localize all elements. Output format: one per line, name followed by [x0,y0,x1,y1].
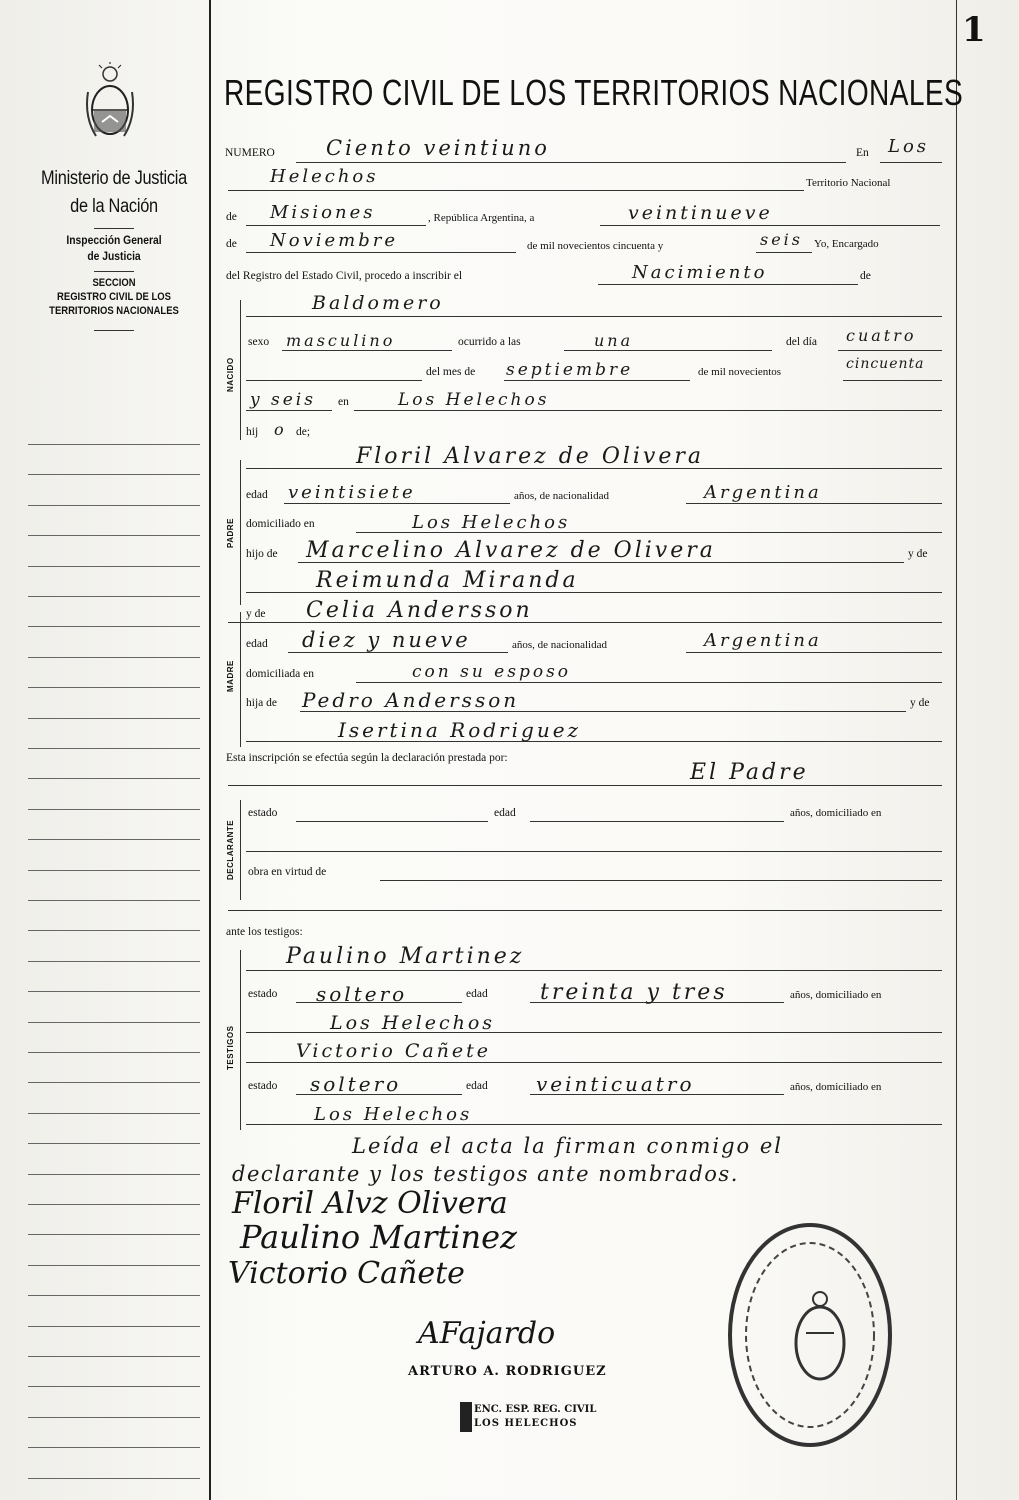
stub-rule-line [28,961,200,962]
stub-rule-line [28,626,200,627]
stub-rule-line [28,474,200,475]
stub-rule-line [28,1082,200,1083]
value-acto: Nacimiento [632,262,768,283]
value-sexo: masculino [286,331,396,350]
label-ocurrido: ocurrido a las [458,336,521,348]
label-anos-nac-padre: años, de nacionalidad [514,490,609,502]
value-declarante: El Padre [690,760,809,785]
value-lugar: Helechos [270,166,379,187]
label-del-mes: del mes de [426,366,476,378]
value-testigo1: Paulino Martinez [286,944,525,969]
label-estado-t1: estado [248,988,278,1000]
stub-rule-line [28,1204,200,1205]
value-mes: Noviembre [270,230,399,251]
label-obra: obra en virtud de [248,866,327,878]
stub-rule-line [28,1447,200,1448]
stub-rule-line [28,505,200,506]
section-line2: REGISTRO CIVIL DE LOS [57,291,171,303]
value-nac-madre: Argentina [704,630,822,651]
form-title: REGISTRO CIVIL DE LOS TERRITORIOS NACIONALES [224,72,964,113]
stub-rule-line [28,657,200,658]
value-dia-nac: cuatro [846,326,917,345]
label-y-de-madre2: y de [910,697,930,709]
stub-rule-line [28,1265,200,1266]
value-territorio: Misiones [270,202,376,223]
stub-rule-line [28,596,200,597]
right-margin-line [956,0,957,1500]
label-de-mil: de mil novecientos [698,366,782,378]
label-anos-dom-t2: años, domiciliado en [790,1081,882,1093]
side-label-testigos: TESTIGOS [226,1025,235,1070]
label-de2: de [226,238,237,250]
label-registro: del Registro del Estado Civil, procedo a inscribir el [226,270,463,282]
signature-testigo1: Paulino Martinez [240,1218,517,1256]
label-de3: de [860,270,871,282]
value-dom-t2: Los Helechos [314,1104,473,1125]
side-label-declarante: DECLARANTE [226,819,235,880]
stub-rule-line [28,1052,200,1053]
stub-rule-line [28,687,200,688]
label-hij: hij [246,426,259,438]
label-testigos: ante los testigos: [226,926,303,938]
coat-of-arms-icon [82,62,138,144]
stub-rule-line [28,566,200,567]
label-de1: de [226,211,237,223]
stub-rule-line [28,1417,200,1418]
value-estado-t2: soltero [310,1072,402,1096]
stub-rule-line [28,778,200,779]
label-yo: Yo, Encargado [814,238,879,250]
value-testigo2: Victorio Cañete [296,1040,492,1062]
value-hora: una [594,331,634,350]
label-domiciliada: domiciliada en [246,668,315,680]
section-line3: TERRITORIOS NACIONALES [49,305,179,317]
stub-rule-line [28,1326,200,1327]
stub-rule-line [28,930,200,931]
value-edad-madre: diez y nueve [302,628,471,652]
label-numero: NUMERO [225,147,275,159]
value-dom-madre: con su esposo [412,662,572,682]
label-republica: , República Argentina, a [428,212,535,224]
stub-rule-line [28,444,200,445]
stub-rule-line [28,1478,200,1479]
closing-line2: declarante y los testigos ante nombrados. [232,1162,739,1186]
closing-line1: Leída el acta la firman conmigo el [352,1134,783,1158]
ministry-line1: Ministerio de Justicia [41,168,187,189]
label-edad-padre: edad [246,489,268,501]
value-estado-t1: soltero [316,982,408,1006]
official-name: ARTURO A. RODRIGUEZ [408,1364,607,1379]
stub-rule-line [28,1234,200,1235]
label-inscripcion: Esta inscripción se efectúa según la declaración prestada por: [226,752,508,764]
stub-rule-line [28,748,200,749]
value-abuela-paterna: Reimunda Miranda [316,568,579,593]
stub-rule-line [28,870,200,871]
label-mil-novecientos: de mil novecientos cincuenta y [527,240,664,252]
value-nombre: Baldomero [312,292,444,314]
value-edad-padre: veintisiete [288,482,416,503]
stub-rule-line [28,991,200,992]
label-en: En [856,147,869,159]
value-mes-nac: septiembre [506,360,634,380]
label-domiciliado: domiciliado en [246,518,315,530]
ministry-sub1: Inspección General [66,233,162,247]
official-role1: ENC. ESP. REG. CIVIL [474,1404,597,1415]
label-anos-dom-declarante: años, domiciliado en [790,807,882,819]
value-anio-nac-1: cincuenta [846,356,925,372]
label-anos-nac-madre: años, de nacionalidad [512,639,607,651]
stub-rule-line [28,1356,200,1357]
stub-rule-line [28,1295,200,1296]
label-hija-de: hija de [246,697,277,709]
value-lugar-nac: Los Helechos [398,390,550,410]
section-label: SECCION [92,277,136,289]
stub-rule-line [28,1143,200,1144]
value-anio-nac-2: y seis [250,390,316,410]
stub-rule-line [28,535,200,536]
value-nac-padre: Argentina [704,482,822,503]
signature-official: AFajardo [418,1316,556,1351]
ministry-sub2: de Justicia [87,249,141,263]
value-madre: Celia Andersson [306,598,533,623]
label-hijo-de: hijo de [246,548,278,560]
page-number: 1 [962,10,986,50]
stub-rule-line [28,1174,200,1175]
value-dom-padre: Los Helechos [412,512,571,533]
label-anos-dom-t1: años, domiciliado en [790,989,882,1001]
value-dia: veintinueve [628,202,773,224]
value-dom-t1: Los Helechos [330,1012,496,1034]
value-numero: Ciento veintiuno [326,136,550,160]
ministry-block [14,168,214,331]
signature-testigo2: Victorio Cañete [228,1256,465,1291]
stub-rule-line [28,900,200,901]
label-en2: en [338,396,349,408]
value-anio: seis [760,230,804,249]
value-abuela-materna: Isertina Rodriguez [338,718,582,742]
label-estado-declarante: estado [248,807,278,819]
label-territorio: Territorio Nacional [806,177,891,189]
stub-rule-line [28,1386,200,1387]
ministry-line2: de la Nación [70,196,158,217]
value-hij: o [274,420,287,439]
label-edad-t1: edad [466,988,488,1000]
side-label-padre: PADRE [226,518,235,548]
label-edad-t2: edad [466,1080,488,1092]
value-abuelo-paterno: Marcelino Alvarez de Olivera [306,538,716,563]
value-abuelo-materno: Pedro Andersson [302,688,520,712]
stub-rule-line [28,1113,200,1114]
stub-rule-line [28,839,200,840]
label-y-de-madre: y de [246,608,266,620]
label-de4: de; [296,426,311,438]
official-role2: LOS HELECHOS [474,1418,578,1429]
label-estado-t2: estado [248,1080,278,1092]
stub-rule-line [28,1022,200,1023]
label-edad-madre: edad [246,638,268,650]
label-sexo: sexo [248,336,270,348]
label-y-de-padre: y de [908,548,928,560]
label-del-dia: del día [786,336,817,348]
label-edad-declarante: edad [494,807,516,819]
stub-rule-line [28,809,200,810]
official-stamp-icon [720,1215,900,1455]
signature-padre: Floril Alvz Olivera [232,1186,508,1221]
side-label-madre: MADRE [226,660,235,692]
stub-rule-line [28,718,200,719]
value-edad-t2: veinticuatro [536,1072,695,1096]
side-label-nacido: NACIDO [226,357,235,392]
value-en: Los [888,136,930,157]
value-edad-t1: treinta y tres [540,980,728,1005]
value-padre: Floril Alvarez de Olivera [356,444,705,469]
